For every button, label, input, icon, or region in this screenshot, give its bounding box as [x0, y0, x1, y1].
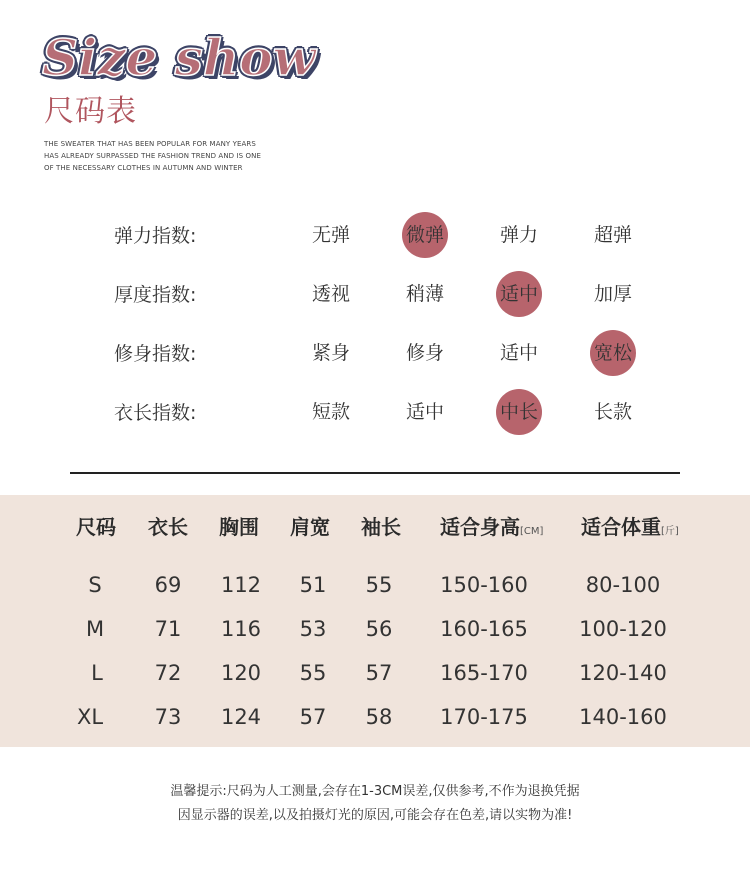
cell-weight: 80-100: [585, 573, 661, 597]
cell-chest: 120: [220, 661, 262, 685]
tagline-line: THE SWEATER THAT HAS BEEN POPULAR FOR MANY YEARS: [44, 140, 256, 148]
elasticity-option: 无弹: [311, 224, 350, 246]
tagline-line: HAS ALREADY SURPASSED THE FASHION TREND AND IS ONE: [44, 152, 261, 160]
page-title-en: Size show: [42, 28, 316, 87]
cell-size: M: [85, 617, 105, 641]
cell-size: S: [88, 573, 102, 597]
header-sleeve: 袖长: [361, 515, 401, 539]
length-option: 短款: [311, 401, 350, 423]
cell-height: 150-160: [440, 573, 528, 597]
thickness-label: 厚度指数:: [114, 284, 197, 306]
cell-shoulder: 53: [299, 617, 327, 641]
elasticity-option-selected: 微弹: [405, 224, 444, 246]
color-note: 因显示器的误差,以及拍摄灯光的原因,可能会存在色差,请以实物为准!: [177, 808, 573, 823]
cell-weight: 120-140: [579, 661, 667, 685]
cell-weight: 100-120: [579, 617, 667, 641]
header-shoulder: 肩宽: [290, 515, 330, 539]
cell-size: XL: [76, 705, 104, 729]
cell-sleeve: 56: [365, 617, 393, 641]
cell-length: 73: [154, 705, 182, 729]
fit-option-selected: 宽松: [593, 342, 632, 364]
cell-chest: 116: [220, 617, 262, 641]
header-weight-label: 适合体重: [581, 515, 661, 539]
cell-sleeve: 55: [365, 573, 393, 597]
cell-shoulder: 51: [299, 573, 327, 597]
fit-option: 修身: [405, 342, 444, 364]
fit-label: 修身指数:: [114, 343, 197, 365]
header-weight: [581, 512, 679, 547]
length-label: 衣长指数:: [114, 402, 197, 424]
thickness-option: 加厚: [593, 283, 632, 305]
length-option: 长款: [593, 401, 632, 423]
thickness-option: 稍薄: [405, 283, 444, 305]
tagline: [44, 138, 344, 174]
thickness-option-selected: 适中: [499, 283, 538, 305]
section-divider: [70, 472, 680, 474]
elasticity-option: 超弹: [593, 224, 632, 246]
fit-option: 适中: [499, 342, 538, 364]
thickness-option: 透视: [311, 283, 350, 305]
cell-shoulder: 57: [299, 705, 327, 729]
header-height-unit: [CM]: [520, 526, 544, 537]
header-height-label: 适合身高: [440, 515, 520, 539]
cell-length: 69: [154, 573, 182, 597]
cell-height: 170-175: [440, 705, 528, 729]
cell-weight: 140-160: [579, 705, 667, 729]
tagline-line: OF THE NECESSARY CLOTHES IN AUTUMN AND WINTER: [44, 164, 243, 172]
length-option-selected: 中长: [499, 401, 538, 423]
header-chest: 胸围: [219, 515, 259, 539]
cell-chest: 124: [220, 705, 262, 729]
cell-chest: 112: [220, 573, 262, 597]
cell-shoulder: 55: [299, 661, 327, 685]
cell-height: 165-170: [440, 661, 528, 685]
length-option: 适中: [405, 401, 444, 423]
cell-length: 72: [154, 661, 182, 685]
elasticity-label: 弹力指数:: [114, 225, 197, 247]
header-length: 衣长: [148, 515, 188, 539]
cell-length: 71: [154, 617, 182, 641]
cell-size: L: [91, 661, 103, 685]
measurement-note: 温馨提示:尺码为人工测量,会存在1-3CM误差,仅供参考,不作为退换凭据: [170, 784, 580, 799]
cell-sleeve: 57: [365, 661, 393, 685]
header-height: [440, 512, 543, 547]
page-title-cn: 尺码表: [44, 94, 137, 129]
cell-sleeve: 58: [365, 705, 393, 729]
elasticity-option: 弹力: [499, 224, 538, 246]
cell-height: 160-165: [440, 617, 528, 641]
header-size: 尺码: [76, 515, 116, 539]
fit-option: 紧身: [311, 342, 350, 364]
header-weight-unit: [斤]: [661, 526, 679, 537]
